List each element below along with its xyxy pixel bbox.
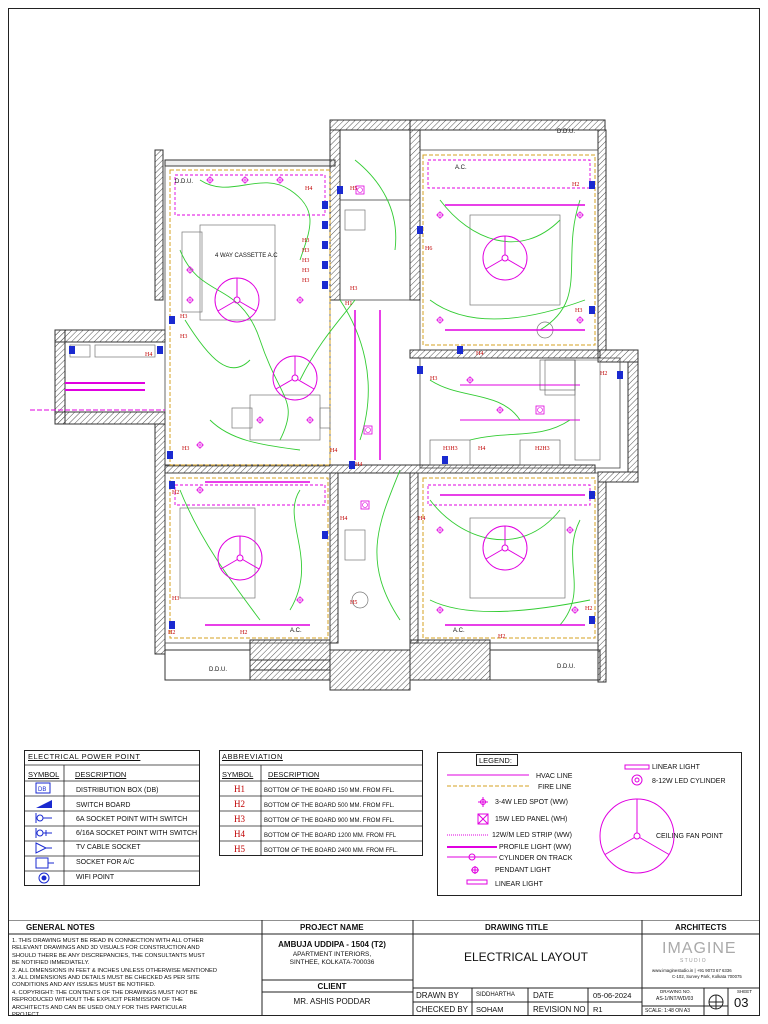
- abbreviation-row-4: BOTTOM OF THE BOARD 1200 MM. FROM FFL: [264, 833, 397, 839]
- drawing-no: AS-1/INT/WD/03: [656, 996, 694, 1002]
- legend-profile-light: PROFILE LIGHT (WW): [499, 844, 572, 851]
- drawing-title: ELECTRICAL LAYOUT: [463, 950, 589, 964]
- legend-led-panel: 15W LED PANEL (WH): [495, 816, 568, 823]
- svg-text:H5: H5: [350, 600, 358, 606]
- studio-contact-2: C-102, Survey Park, Kolkata 700075: [672, 974, 742, 979]
- power-point-row-5: TV CABLE SOCKET: [76, 844, 141, 851]
- svg-text:H4: H4: [418, 516, 426, 522]
- checked-by: SOHAM: [476, 1005, 504, 1014]
- svg-text:H5: H5: [350, 186, 358, 192]
- abbreviation-row-3: BOTTOM OF THE BOARD 900 MM. FROM FFL.: [264, 818, 395, 824]
- general-notes-title: GENERAL NOTES: [26, 923, 95, 932]
- drawing-title-label: DRAWING TITLE: [485, 923, 549, 932]
- note-line-4: BE NOTIFIED IMMEDIATELY.: [12, 960, 90, 967]
- abbreviation-code-h1: H1: [234, 784, 245, 794]
- note-line-2: RELEVANT DRAWINGS AND 3D VISUALS FOR CONSTRUCTION AND: [12, 945, 200, 952]
- legend-cylinder-track: CYLINDER ON TRACK: [499, 855, 573, 862]
- svg-text:H2: H2: [585, 606, 593, 612]
- legend-led-strip: 12W/M LED STRIP (WW): [492, 832, 572, 839]
- ddu-label-4: D.D.U.: [557, 664, 575, 670]
- svg-text:H3: H3: [302, 248, 310, 254]
- legend-linear-light: LINEAR LIGHT: [495, 881, 543, 888]
- switch-board-icon: [36, 800, 52, 808]
- sheet-label: SHEET: [737, 989, 753, 994]
- svg-text:H3: H3: [172, 596, 180, 602]
- svg-text:H2: H2: [240, 630, 248, 636]
- svg-text:H4: H4: [145, 352, 153, 358]
- room-outlines: [165, 150, 620, 643]
- svg-text:H4: H4: [340, 516, 348, 522]
- client-title: CLIENT: [317, 982, 347, 991]
- legend-pendant-light: PENDANT LIGHT: [495, 867, 551, 874]
- svg-text:H4: H4: [478, 446, 486, 452]
- ac-label-2: A.C.: [290, 628, 302, 634]
- power-point-title: ELECTRICAL POWER POINT: [28, 752, 141, 761]
- svg-text:H2: H2: [600, 371, 608, 377]
- svg-text:H6: H6: [425, 246, 433, 252]
- socket-6a-icon: [36, 813, 52, 823]
- project-sub-1: APARTMENT INTERIORS,: [292, 951, 372, 958]
- abbreviation-row-2: BOTTOM OF THE BOARD 500 MM. FROM FFL.: [264, 803, 395, 809]
- abbreviation-code-h5: H5: [234, 844, 245, 854]
- studio-logo-sub: S T U D I O: [680, 958, 706, 964]
- distribution-box-icon: [36, 783, 50, 793]
- note-line-11: PROJECT.: [12, 1012, 41, 1019]
- revision: R1: [593, 1005, 603, 1014]
- light-fixtures: [186, 176, 584, 614]
- general-notes: [12, 938, 217, 1019]
- svg-text:H3: H3: [182, 446, 190, 452]
- svg-text:H3: H3: [302, 258, 310, 264]
- socket-6-16a-icon: [36, 828, 52, 838]
- svg-text:H3: H3: [350, 286, 358, 292]
- legend-led-cylinder: 8-12W LED CYLINDER: [652, 778, 726, 785]
- ac-label-3: A.C.: [453, 628, 465, 634]
- note-line-3: SHOULD THERE BE ANY DISCREPANCIES, THE CONSULTANTS MUST: [12, 952, 205, 959]
- drawn-by-label: DRAWN BY: [416, 991, 459, 1000]
- checked-by-label: CHECKED BY: [416, 1005, 469, 1014]
- tv-socket-icon: [36, 843, 52, 853]
- svg-text:H3: H3: [302, 278, 310, 284]
- svg-text:H3: H3: [180, 334, 188, 340]
- svg-text:H4: H4: [305, 186, 313, 192]
- ddu-label-3: D.D.U.: [209, 667, 227, 673]
- abbreviation-description-header: DESCRIPTION: [268, 770, 320, 779]
- legend-fire-line: FIRE LINE: [538, 784, 572, 791]
- sheet-number: 03: [734, 995, 749, 1010]
- power-point-row-4: 6/16A SOCKET POINT WITH SWITCH: [76, 830, 198, 837]
- power-point-row-7: WIFI POINT: [76, 874, 115, 881]
- abbreviation-row-1: BOTTOM OF THE BOARD 150 MM. FROM FFL.: [264, 788, 395, 794]
- date: 05-06-2024: [593, 991, 632, 1000]
- abbreviation-code-h2: H2: [234, 799, 245, 809]
- ddu-label-1: D.D.U.: [175, 179, 193, 185]
- svg-text:H4: H4: [476, 351, 484, 357]
- legend-symbols: [437, 752, 742, 896]
- svg-text:H2: H2: [498, 634, 506, 640]
- svg-text:H3: H3: [575, 308, 583, 314]
- legend-hvac-line: HVAC LINE: [536, 773, 573, 780]
- note-line-9: REPRODUCED WITHOUT THE EXPLICIT PERMISSION OF THE: [12, 997, 183, 1004]
- client-name: MR. ASHIS PODDAR: [293, 997, 371, 1006]
- svg-text:H3: H3: [302, 268, 310, 274]
- svg-text:H4: H4: [355, 462, 363, 468]
- svg-text:H2: H2: [172, 490, 180, 496]
- switch-boards: [69, 181, 623, 629]
- power-point-row-6: SOCKET FOR A/C: [76, 859, 135, 866]
- legend-linear-light-right: LINEAR LIGHT: [652, 764, 700, 771]
- wifi-icon: [39, 873, 49, 883]
- ceiling-fan-icons: [215, 236, 527, 580]
- ddu-label-2: D.D.U.: [557, 129, 575, 135]
- project-sub-2: SINTHEE, KOLKATA-700036: [289, 959, 375, 966]
- svg-text:DB: DB: [38, 787, 47, 793]
- note-line-8: 4. COPYRIGHT: THE CONTENTS OF THE DRAWINGS MUST NOT BE: [12, 989, 198, 996]
- cassette-ac-label: 4 WAY CASSETTE A.C: [215, 253, 278, 259]
- scale: SCALE: 1:48 ON A3: [645, 1008, 691, 1014]
- power-point-row-2: SWITCH BOARD: [76, 802, 131, 809]
- project-name-title: PROJECT NAME: [300, 923, 364, 932]
- architects-title: ARCHITECTS: [675, 923, 727, 932]
- note-line-7: CONDITIONS AND ANY ISSUES MUST BE NOTIFIED.: [12, 982, 156, 989]
- drawing-no-label: DRAWING NO.: [660, 989, 691, 994]
- svg-text:H3: H3: [430, 376, 438, 382]
- ac-label-1: A.C.: [455, 165, 467, 171]
- legend-led-spot: 3-4W LED SPOT (WW): [495, 799, 568, 806]
- revision-label: REVISION NO: [533, 1005, 586, 1014]
- note-line-10: ARCHITECTS AND CAN BE USED ONLY FOR THIS PARTICULAR: [12, 1004, 187, 1011]
- date-label: DATE: [533, 991, 554, 1000]
- svg-text:H2H3: H2H3: [535, 446, 550, 452]
- legend-ceiling-fan: CEILING FAN POINT: [656, 833, 723, 840]
- power-point-row-1: DISTRIBUTION BOX (DB): [76, 787, 159, 794]
- drawn-by: SIDDHARTHA: [476, 992, 515, 998]
- abbreviation-title: ABBREVIATION: [222, 752, 283, 761]
- note-line-1: 1. THIS DRAWING MUST BE READ IN CONNECTION WITH ALL OTHER: [12, 938, 204, 944]
- project-name: AMBUJA UDDIPA - 1504 (T2): [278, 940, 386, 949]
- svg-text:H3H3: H3H3: [443, 446, 458, 452]
- note-line-5: 2. ALL DIMENSIONS IN FEET & INCHES UNLESS OTHERWISE MENTIONED: [12, 967, 218, 974]
- abbreviation-row-5: BOTTOM OF THE BOARD 2400 MM. FROM FFL.: [264, 848, 398, 854]
- studio-logo: IMAGINE: [662, 940, 737, 957]
- svg-text:H1: H1: [345, 301, 353, 307]
- power-point-row-3: 6A SOCKET POINT WITH SWITCH: [76, 816, 188, 823]
- power-point-description-header: DESCRIPTION: [75, 770, 127, 779]
- abbreviation-code-h3: H3: [234, 814, 245, 824]
- svg-text:H3: H3: [302, 238, 310, 244]
- note-line-6: 3. ALL DIMENSIONS AND DETAILS MUST BE CHECKED AS PER SITE: [12, 975, 200, 982]
- abbreviation-symbol-header: SYMBOL: [222, 770, 254, 779]
- legend-title: LEGEND:: [479, 756, 512, 765]
- abbreviation-code-h4: H4: [234, 829, 245, 839]
- svg-text:H3: H3: [180, 314, 188, 320]
- fire-lines: [170, 155, 595, 638]
- ac-socket-icon: [36, 858, 54, 868]
- studio-contact-1: www.imaginestudio.in | +91 9073 67 6336: [652, 968, 732, 973]
- power-point-symbol-header: SYMBOL: [28, 770, 60, 779]
- svg-text:H2: H2: [168, 630, 176, 636]
- svg-text:H4: H4: [330, 448, 338, 454]
- svg-text:H2: H2: [572, 182, 580, 188]
